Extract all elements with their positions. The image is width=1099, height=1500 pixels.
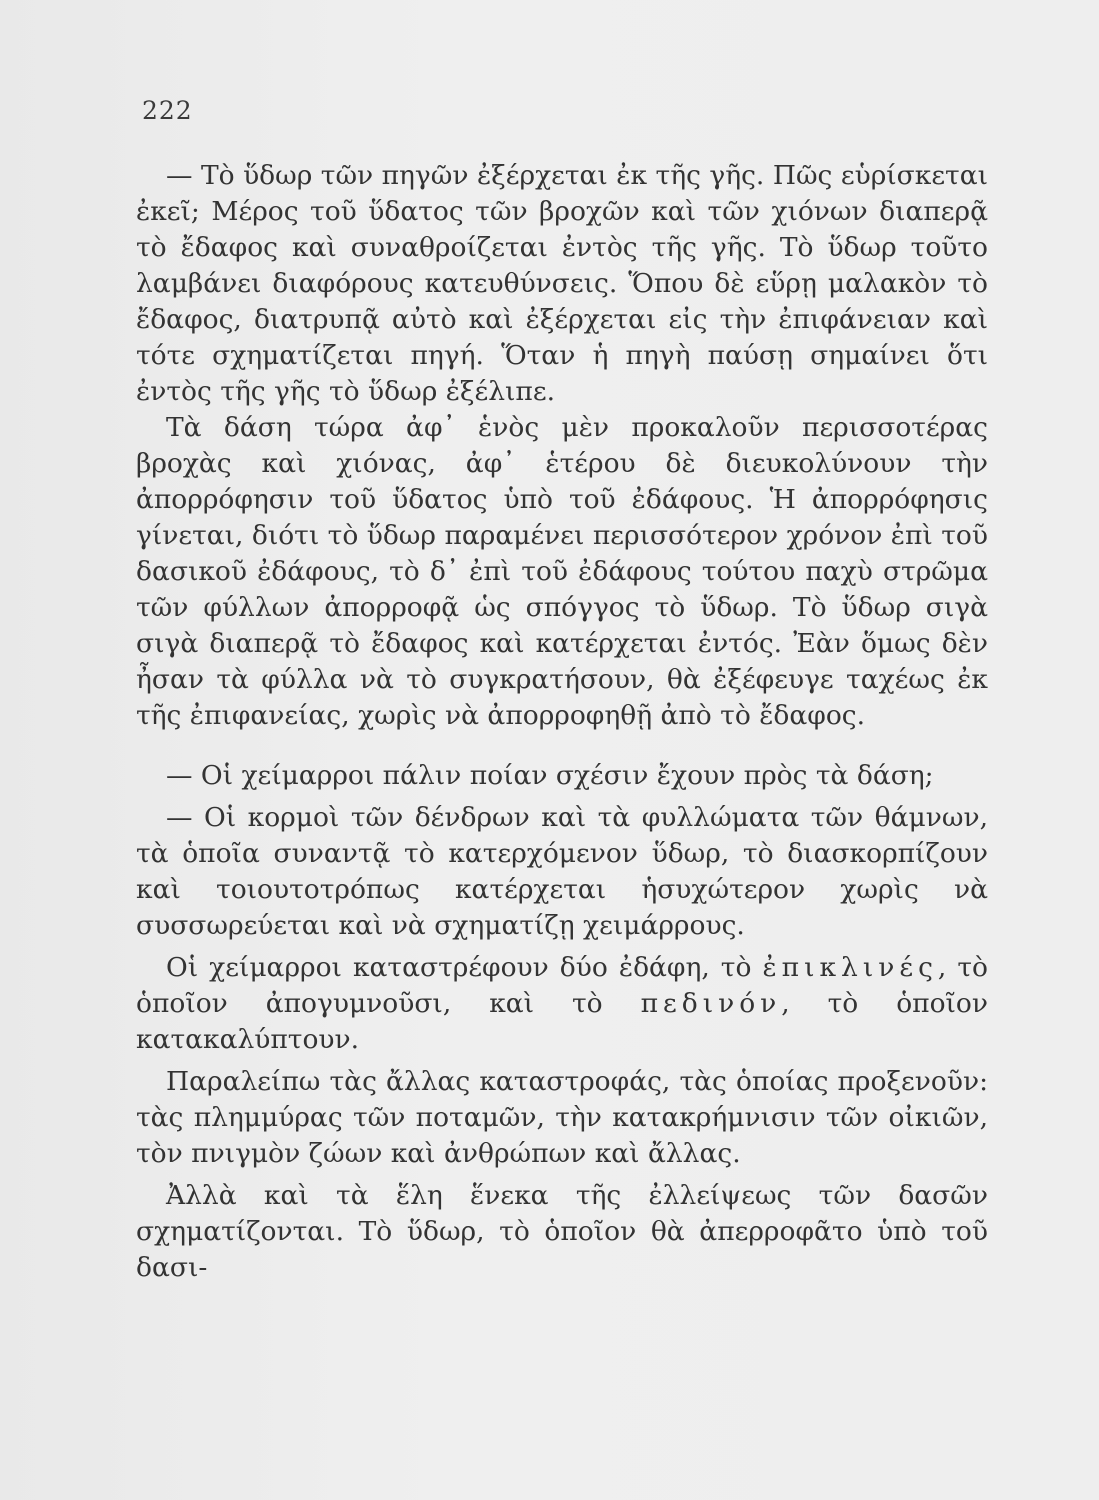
page-number: 222 xyxy=(142,96,193,125)
torrents-text-after: , τὸ ὁποῖον κατακαλύπτουν. xyxy=(136,988,988,1055)
paragraph-other-disasters: Παραλείπω τὰς ἄλλας καταστροφάς, τὰς ὁποίας προξενοῦν: τὰς πλημμύρας τῶν ποταμῶν, τὴν κατακρήμνισιν τῶν οἰκιῶν, τὸν πνιγμὸν ζώων καὶ ἀνθρώπων καὶ ἄλλας. xyxy=(136,1066,988,1169)
term-sloped: ἐπικλινές xyxy=(762,952,938,983)
paragraph-marshes: Ἀλλὰ καὶ τὰ ἕλη ἕνεκα τῆς ἐλλείψεως τῶν δασῶν σχηματίζονται. Τὸ ὕδωρ, τὸ ὁποῖον θὰ ἀπερροφᾶτο ὑπὸ τοῦ δασι- xyxy=(136,1180,988,1283)
paragraph-torrents-question: — Οἱ χείμαρροι πάλιν ποίαν σχέσιν ἔχουν πρὸς τὰ δάση; xyxy=(166,760,934,791)
paragraph-forests-absorption: Τὰ δάση τώρα ἀφ᾽ ἑνὸς μὲν προκαλοῦν περισσοτέρας βροχὰς καὶ χιόνας, ἀφ᾽ ἑτέρου δὲ διευκολύνουν τὴν ἀπορρόφησιν τοῦ ὕδατος ὑπὸ τοῦ ἐδάφους. Ἡ ἀπορρόφησις γίνεται, διότι τὸ ὕδωρ παραμένει περισσότερον χρόνον ἐπὶ τοῦ δασικοῦ ἐδάφους, τὸ δ᾽ ἐπὶ τοῦ ἐδάφους τούτου παχὺ στρῶμα τῶν φύλλων ἀπορροφᾷ ὡς σπόγγος τὸ ὕδωρ. Τὸ ὕδωρ σιγὰ σιγὰ διαπερᾷ τὸ ἔδαφος καὶ κατέρχεται ἐντός. Ἐὰν ὅμως δὲν ἦσαν τὰ φύλλα νὰ τὸ συγκρατήσουν, θὰ ἐξέφευγε ταχέως ἐκ τῆς ἐπιφανείας, χωρὶς νὰ ἀπορροφηθῇ ἀπὸ τὸ ἔδαφος. xyxy=(136,412,988,731)
term-flat: πεδινόν xyxy=(640,988,782,1019)
body-text xyxy=(136,158,988,1286)
paragraph-springs: — Τὸ ὕδωρ τῶν πηγῶν ἐξέρχεται ἐκ τῆς γῆς. Πῶς εὑρίσκεται ἐκεῖ; Μέρος τοῦ ὕδατος τῶν βροχῶν καὶ τῶν χιόνων διαπερᾷ τὸ ἔδαφος καὶ συναθροίζεται ἐντὸς τῆς γῆς. Τὸ ὕδωρ τοῦτο λαμβάνει διαφόρους κατευθύνσεις. Ὅπου δὲ εὕρῃ μαλακὸν τὸ ἔδαφος, διατρυπᾷ αὐτὸ καὶ ἐξέρχεται εἰς τὴν ἐπιφάνειαν καὶ τότε σχηματίζεται πηγή. Ὅταν ἡ πηγὴ παύσῃ σημαίνει ὅτι ἐντὸς τῆς γῆς τὸ ὕδωρ ἐξέλιπε. xyxy=(136,160,988,407)
torrents-text-before: Οἱ χείμαρροι καταστρέφουν δύο ἐδάφη, τὸ xyxy=(166,952,763,983)
paragraph-torrents-damage xyxy=(136,950,988,1058)
paragraph-torrents-answer: — Οἱ κορμοὶ τῶν δένδρων καὶ τὰ φυλλώματα τῶν θάμνων, τὰ ὁποῖα συναντᾷ τὸ κατερχόμενον ὕδωρ, τὸ διασκορπίζουν καὶ τοιουτοτρόπως κατέρχεται ἡσυχώτερον χωρὶς νὰ συσσωρεύεται καὶ νὰ σχηματίζῃ χειμάρρους. xyxy=(136,802,988,941)
torrents-text-middle: , τὸ ὁποῖον ἀπογυμνοῦσι, καὶ τὸ xyxy=(136,952,988,1019)
